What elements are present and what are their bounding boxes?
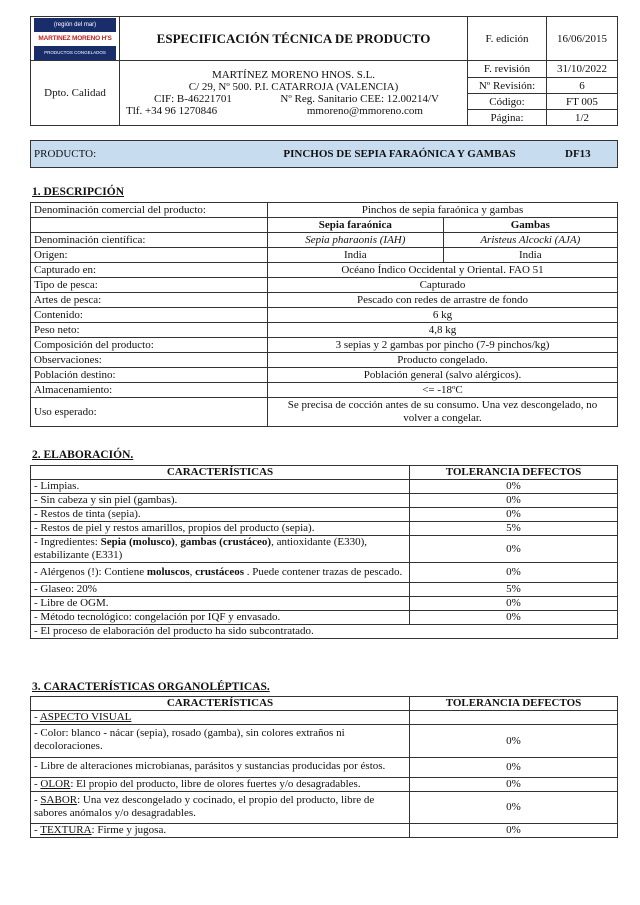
row-text: - Sin cabeza y sin piel (gambas).: [31, 494, 410, 508]
table-row: [31, 203, 618, 218]
row-value: Océano Índico Occidental y Oriental. FAO 51: [268, 263, 618, 278]
row-value: <= -18ºC: [268, 383, 618, 398]
table-row: [31, 522, 618, 536]
row-value: India: [443, 248, 617, 263]
bold-fragment: crustáceos: [195, 566, 244, 578]
revision-date-label: F. revisión: [468, 61, 547, 78]
bold-fragment: moluscos: [146, 566, 190, 578]
section-1-title: 1. DESCRIPCIÓN: [32, 186, 125, 198]
table-row: [31, 383, 618, 398]
text-fragment: - Alérgenos (!): Contiene: [34, 566, 147, 578]
table-row: [31, 625, 618, 639]
table-row: [31, 218, 618, 233]
text-fragment: - Ingredientes:: [34, 536, 101, 548]
row-label: Población destino:: [31, 368, 268, 383]
row-tolerance: 0%: [410, 536, 618, 563]
table-row: [31, 597, 618, 611]
row-label: Almacenamiento:: [31, 383, 268, 398]
code-value: FT 005: [547, 94, 618, 110]
row-value: 6 kg: [268, 308, 618, 323]
row-value: 4,8 kg: [268, 323, 618, 338]
ingredients-text: [31, 536, 410, 563]
row-value: Población general (salvo alérgicos).: [268, 368, 618, 383]
table-row: [31, 480, 618, 494]
visual-heading: - ASPECTO VISUAL: [31, 711, 410, 725]
row-text: - SABOR: Una vez descongelado y cocinado, el propio del producto, libre de sabores anómalos y/o desagradables.: [31, 792, 410, 824]
row-text: - El proceso de elaboración del producto ha sido subcontratado.: [31, 625, 618, 639]
row-text: - Color: blanco - nácar (sepia), rosado (gamba), sin colores extraños ni decoloraciones.: [31, 725, 410, 758]
bold-fragment: Sepia (molusco): [100, 536, 175, 548]
table-row: [31, 263, 618, 278]
row-value: Se precisa de cocción antes de su consumo. Una vez descongelado, no volver a congelar.: [268, 398, 618, 427]
text-fragment: : El propio del producto, libre de olores fuertes y/o desagradables.: [70, 778, 361, 790]
allergens-text: [31, 563, 410, 583]
table-row: [31, 293, 618, 308]
organoleptic-table: [30, 696, 618, 838]
row-label: Origen:: [31, 248, 268, 263]
row-value: Pinchos de sepia faraónica y gambas: [268, 203, 618, 218]
table-row: [31, 611, 618, 625]
table-row: [31, 353, 618, 368]
row-label: Denominación científica:: [31, 233, 268, 248]
row-text: - Libre de alteraciones microbianas, parásitos y sustancias producidas por éstos.: [31, 758, 410, 778]
row-text: - Limpias.: [31, 480, 410, 494]
bold-fragment: gambas (crustáceo): [180, 536, 272, 548]
row-label: [31, 218, 268, 233]
table-row: [31, 563, 618, 583]
row-value: Producto congelado.: [268, 353, 618, 368]
table-row: [31, 583, 618, 597]
row-tolerance: 0%: [410, 725, 618, 758]
row-text: - TEXTURA: Firme y jugosa.: [31, 824, 410, 838]
textura-label: TEXTURA: [40, 824, 92, 836]
section-3-title: 3. CARACTERÍSTICAS ORGANOLÉPTICAS.: [32, 681, 270, 693]
table-row: [31, 338, 618, 353]
row-tolerance: 0%: [410, 792, 618, 824]
table-row: [31, 248, 618, 263]
text-fragment: , antioxidante (E330), estabilizante (E331): [34, 536, 367, 561]
column-header-tolerance: TOLERANCIA DEFECTOS: [410, 466, 618, 480]
row-label: Composición del producto:: [31, 338, 268, 353]
column-header-gambas: Gambas: [443, 218, 617, 233]
row-value: India: [268, 248, 444, 263]
company-logo: [31, 17, 120, 61]
table-header: [31, 466, 618, 480]
text-fragment: : Una vez descongelado y cocinado, el propio del producto, libre de sabores anómalos y/o desagradables.: [34, 794, 375, 819]
row-value: Capturado: [268, 278, 618, 293]
company-name: MARTÍNEZ MORENO HNOS. S.L.: [211, 69, 376, 81]
row-text: - Restos de tinta (sepia).: [31, 508, 410, 522]
row-text: - Glaseo: 20%: [31, 583, 410, 597]
code-label: Código:: [468, 94, 547, 110]
page-label: Página:: [468, 110, 547, 126]
table-row: [31, 725, 618, 758]
table-row: [31, 398, 618, 427]
table-row: [31, 494, 618, 508]
table-row: [31, 308, 618, 323]
row-tolerance: 0%: [410, 480, 618, 494]
text-fragment: ,: [174, 536, 181, 548]
revision-number-value: 6: [547, 78, 618, 94]
table-header: [31, 697, 618, 711]
column-header-characteristics: CARACTERÍSTICAS: [31, 466, 410, 480]
column-header-characteristics: CARACTERÍSTICAS: [31, 697, 410, 711]
visual-label: ASPECTO VISUAL: [39, 711, 132, 723]
row-tolerance: 0%: [410, 611, 618, 625]
row-text: - Método tecnológico: congelación por IQF y envasado.: [31, 611, 410, 625]
row-value: Pescado con redes de arrastre de fondo: [268, 293, 618, 308]
row-label: Artes de pesca:: [31, 293, 268, 308]
logo-subtitle: PRODUCTOS CONGELADOS: [34, 46, 116, 60]
revision-date-value: 31/10/2022: [547, 61, 618, 78]
row-label: Peso neto:: [31, 323, 268, 338]
row-label: Tipo de pesca:: [31, 278, 268, 293]
row-tolerance: [410, 711, 618, 725]
row-tolerance: 5%: [410, 583, 618, 597]
company-phone: Tlf. +34 96 1270846: [126, 105, 218, 117]
department: Dpto. Calidad: [31, 61, 120, 126]
product-label: PRODUCTO:: [34, 148, 97, 160]
row-text: - Restos de piel y restos amarillos, propios del producto (sepia).: [31, 522, 410, 536]
table-row: [31, 711, 618, 725]
document-header: [30, 16, 618, 126]
row-tolerance: 0%: [410, 597, 618, 611]
product-code: DF13: [565, 148, 591, 160]
document-title: ESPECIFICACIÓN TÉCNICA DE PRODUCTO: [120, 17, 468, 61]
row-tolerance: 5%: [410, 522, 618, 536]
table-row: [31, 368, 618, 383]
company-cif: CIF: B-46221701: [154, 93, 232, 105]
text-fragment: ,: [189, 566, 196, 578]
section-2-title: 2. ELABORACIÓN.: [32, 449, 134, 461]
row-label: Observaciones:: [31, 353, 268, 368]
column-header-sepia: Sepia faraónica: [268, 218, 444, 233]
company-address: C/ 29, Nº 500. P.I. CATARROJA (VALENCIA): [188, 81, 399, 93]
table-row: [31, 233, 618, 248]
edition-date-value: 16/06/2015: [547, 17, 618, 61]
sanitary-registry: Nº Reg. Sanitario CEE: 12.00214/V: [280, 93, 439, 105]
company-email: mmoreno@mmoreno.com: [306, 105, 423, 117]
table-row: [31, 278, 618, 293]
row-tolerance: 0%: [410, 508, 618, 522]
text-fragment: : Firme y jugosa.: [91, 824, 167, 836]
company-info: [120, 61, 468, 126]
table-row: [31, 824, 618, 838]
edition-date-label: F. edición: [468, 17, 547, 61]
sabor-label: SABOR: [40, 794, 78, 806]
row-tolerance: 0%: [410, 494, 618, 508]
row-text: - OLOR: El propio del producto, libre de olores fuertes y/o desagradables.: [31, 778, 410, 792]
text-fragment: . Puede contener trazas de pescado.: [243, 566, 403, 578]
product-bar: [30, 140, 618, 168]
row-value: Sepia pharaonis (IAH): [268, 233, 444, 248]
logo-name: MARTINEZ MORENO H'S: [38, 34, 112, 42]
elaboration-table: [30, 465, 618, 639]
table-row: [31, 792, 618, 824]
row-tolerance: 0%: [410, 758, 618, 778]
table-row: [31, 536, 618, 563]
row-value: 3 sepias y 2 gambas por pincho (7-9 pinchos/kg): [268, 338, 618, 353]
description-table: [30, 202, 618, 427]
table-row: [31, 323, 618, 338]
row-label: Contenido:: [31, 308, 268, 323]
product-name: PINCHOS DE SEPIA FARAÓNICA Y GAMBAS: [283, 148, 516, 160]
revision-number-label: Nº Revisión:: [468, 78, 547, 94]
olor-label: OLOR: [40, 778, 71, 790]
row-label: Uso esperado:: [31, 398, 268, 427]
row-tolerance: 0%: [410, 824, 618, 838]
row-text: - Libre de OGM.: [31, 597, 410, 611]
table-row: [31, 778, 618, 792]
row-value: Aristeus Alcocki (AJA): [443, 233, 617, 248]
logo-tagline: (región del mar): [34, 18, 116, 32]
row-tolerance: 0%: [410, 563, 618, 583]
row-label: Capturado en:: [31, 263, 268, 278]
table-row: [31, 508, 618, 522]
column-header-tolerance: TOLERANCIA DEFECTOS: [410, 697, 618, 711]
row-tolerance: 0%: [410, 778, 618, 792]
page-value: 1/2: [547, 110, 618, 126]
row-label: Denominación comercial del producto:: [31, 203, 268, 218]
table-row: [31, 758, 618, 778]
